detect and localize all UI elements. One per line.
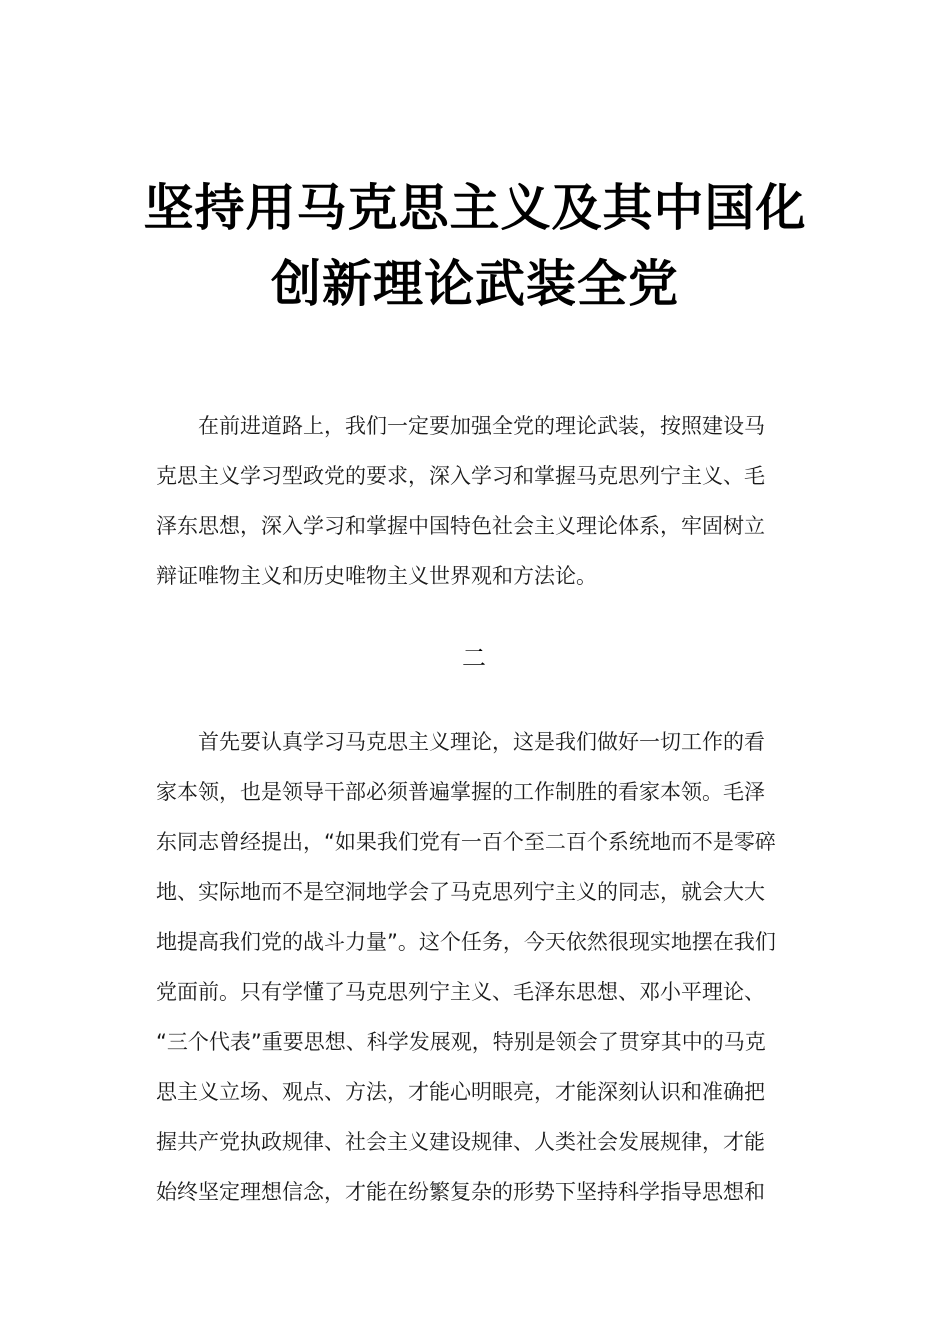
paragraph-2-line-8: 思主义立场、观点、方法，才能心明眼亮，才能深刻认识和准确把: [156, 1080, 765, 1104]
paragraph-2-line-2: 家本领，也是领导干部必须普遍掌握的工作制胜的看家本领。毛泽: [156, 780, 765, 804]
title-line-2: 创新理论武装全党: [271, 255, 679, 313]
title-line-1: 坚持用马克思主义及其中国化: [143, 179, 807, 237]
paragraph-1-line-4: 辩证唯物主义和历史唯物主义世界观和方法论。: [156, 564, 597, 588]
paragraph-1-line-1: 在前进道路上，我们一定要加强全党的理论武装，按照建设马: [198, 414, 765, 438]
paragraph-1: [156, 401, 792, 601]
document-title: [100, 170, 850, 322]
paragraph-2-line-1: 首先要认真学习马克思主义理论，这是我们做好一切工作的看: [198, 730, 765, 754]
paragraph-2-line-6: 党面前。只有学懂了马克思列宁主义、毛泽东思想、邓小平理论、: [156, 980, 765, 1004]
paragraph-2: [156, 717, 792, 1217]
paragraph-2-line-3: 东同志曾经提出，“如果我们党有一百个至二百个系统地而不是零碎: [156, 830, 776, 854]
paragraph-1-line-3: 泽东思想，深入学习和掌握中国特色社会主义理论体系，牢固树立: [156, 514, 765, 538]
paragraph-2-line-7: “三个代表”重要思想、科学发展观，特别是领会了贯穿其中的马克: [156, 1030, 766, 1054]
paragraph-1-line-2: 克思主义学习型政党的要求，深入学习和掌握马克思列宁主义、毛: [156, 464, 765, 488]
section-marker: 二: [462, 644, 486, 672]
paragraph-2-line-4: 地、实际地而不是空洞地学会了马克思列宁主义的同志，就会大大: [156, 880, 765, 904]
paragraph-2-line-5: 地提高我们党的战斗力量”。这个任务，今天依然很现实地摆在我们: [156, 930, 776, 954]
paragraph-2-line-9: 握共产党执政规律、社会主义建设规律、人类社会发展规律，才能: [156, 1130, 765, 1154]
paragraph-2-line-10: 始终坚定理想信念，才能在纷繁复杂的形势下坚持科学指导思想和: [156, 1180, 765, 1204]
